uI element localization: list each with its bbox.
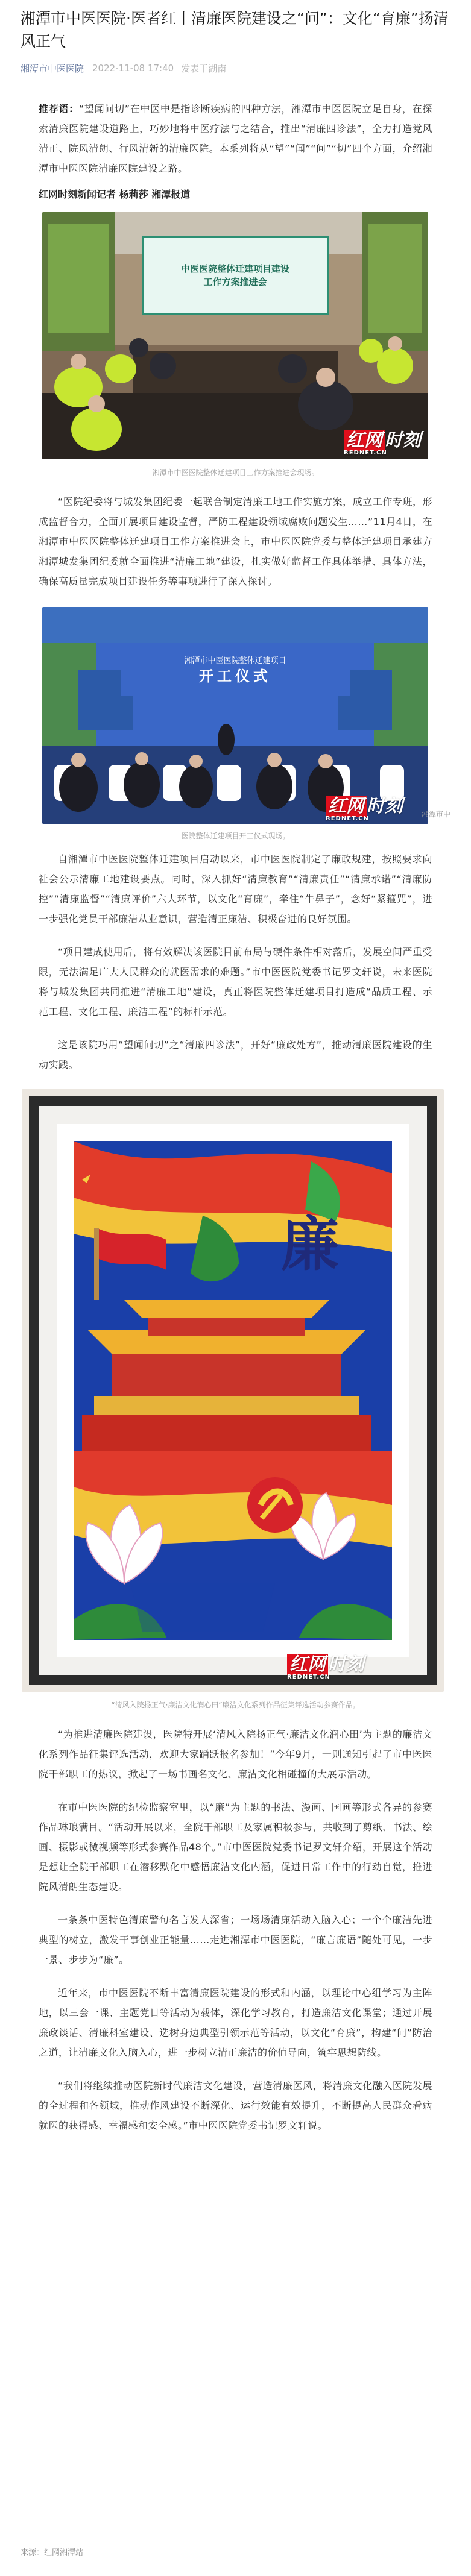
article-meta bbox=[21, 59, 450, 77]
meeting-backdrop-banner bbox=[142, 236, 329, 315]
watermark-site: REDNET.CN bbox=[326, 815, 369, 822]
publish-time: 2022-11-08 17:40 bbox=[92, 63, 174, 74]
watermark-brand-a: 红网 bbox=[326, 796, 367, 817]
watermark-site: REDNET.CN bbox=[344, 450, 387, 456]
paragraph-c3: 一条条中医特色清廉警句名言发人深省；一场场清廉活动入脑入心；一个个廉洁先进典型的树立，激发干事创业正能量……走进湘潭市中医医院，“廉言廉语”随处可见，一步一景、步步为“廉”。 bbox=[39, 1914, 432, 1965]
figure1-caption: 湘潭市中医医院整体迁建项目工作方案推进会现场。 bbox=[152, 468, 319, 477]
artwork-image bbox=[22, 1089, 444, 1692]
banner-line-2: 工作方案推进会 bbox=[203, 277, 267, 287]
publish-location: 发表于湖南 bbox=[181, 63, 227, 74]
artwork-photo[interactable] bbox=[22, 1089, 444, 1692]
paragraph-a1: “医院纪委将与城发集团纪委一起联合制定清廉工地工作实施方案，成立工作专班，形成监督合力，全面开展项目建设监督，严防工程建设领域腐败问题发生……”11月4日，在湘潭市中医医院整体迁建项目工作方案推进会上，市中医医院党委与整体迁建项目承建方湘潭城发集团纪委就全面推进“清廉工地”建设，扎实做好监督工作具体举措、具体方法，确保高质量完成项目建设任务等事项进行了深入探讨。 bbox=[39, 496, 432, 587]
figure2-caption: 医院整体迁建项目开工仪式现场。 bbox=[181, 832, 290, 840]
figure2-side-note: 湘潭市中 bbox=[421, 810, 450, 818]
rednet-watermark bbox=[287, 1656, 364, 1680]
paragraph-b1: 自湘潭市中医医院整体迁建项目启动以来，市中医医院制定了廉政规建，按照要求向社会公示清廉工地建设要点。同时，深入抓好“清廉教育”“清廉责任”“清廉承诺”“清廉防控”“清廉监督”“清廉评价”六大环节，以文化“育廉”，牵住“牛鼻子”，念好“紧箍咒”，进一步强化党员干部廉洁从业意识，营造清正廉洁、积极奋进的良好氛围。 bbox=[39, 853, 432, 925]
rednet-watermark bbox=[326, 797, 403, 822]
watermark-brand-b: 时刻 bbox=[385, 430, 421, 451]
paragraph-c5: “我们将继续推动医院新时代廉洁文化建设，营造清廉医风，将清廉文化融入医院发展的全过程和各领域，推动作风建设不断深化、运行效能有效提升，不断提高人民群众看病就医的获得感、幸福感和安全感。”市中医医院党委书记罗文轩说。 bbox=[39, 2080, 432, 2131]
watermark-site: REDNET.CN bbox=[287, 1674, 330, 1680]
stage-line-1: 湘潭市中医医院整体迁建项目 bbox=[184, 656, 286, 665]
banner-line-1: 中医医院整体迁建项目建设 bbox=[180, 263, 289, 274]
source-note: 来源：红网湘潭站 bbox=[21, 2548, 84, 2557]
lead-text: “望闻问切”在中医中是指诊断疾病的四种方法，湘潭市中医医院立足自身，在探索清廉医院建设道路上，巧妙地将中医疗法与之结合，推出“清廉四诊法”，全力打造党风清正、院风清朗、行风清新的清廉医院。本系列将从“望”“闻”“问”“切”四个方面，介绍湘潭市中医医院清廉医院建设之路。 bbox=[39, 103, 432, 174]
rednet-watermark bbox=[344, 432, 421, 456]
lead-paragraph bbox=[21, 99, 450, 178]
ceremony-photo[interactable] bbox=[42, 607, 428, 824]
paragraph-c4: 近年来，市中医医院不断丰富清廉医院建设的形式和内涵，以理论中心组学习为主阵地，以三会一课、主题党日等活动为载体，深化学习教育，打造廉洁文化课堂；通过开展廉政谈话、清廉科室建设、选树身边典型引领示范等活动，以文化“育廉”，构建“问”防治之道，让清廉文化入脑入心，进一步树立清正廉洁的价值导向，筑牢思想防线。 bbox=[39, 1987, 432, 2058]
watermark-brand-b: 时刻 bbox=[367, 796, 403, 817]
paragraph-b2: “项目建成使用后，将有效解决该医院目前布局与硬件条件相对落后，发展空间严重受限，无法满足广大人民群众的就医需求的难题。”市中医医院党委书记罗文轩说，未来医院将与城发集团共同推进“清廉工地”建设，真正将医院整体迁建项目打造成“品质工程、示范工程、文化工程、廉洁工程”的标杆示范。 bbox=[39, 946, 432, 1017]
paragraph-b3: 这是该院巧用“望闻问切”之“清廉四诊法”，开好“廉政处方”，推动清廉医院建设的生动实践。 bbox=[39, 1039, 432, 1070]
paragraph-c2: 在市中医医院的纪检监察室里，以“廉”为主题的书法、漫画、国画等形式各异的参赛作品琳琅满目。“活动开展以来，全院干部职工及家属积极参与，共收到了剪纸、书法、绘画、摄影或微视频等形式参赛作品48个。”市中医医院党委书记罗文轩介绍，开展这个活动是想让全院干部职工在潜移默化中感悟廉洁文化内涵，促进日常工作中的行动自觉，推进院风清朗生态建设。 bbox=[39, 1802, 432, 1893]
byline: 红网时刻新闻记者 杨莉莎 湘潭报道 bbox=[39, 189, 191, 200]
meeting-photo[interactable] bbox=[42, 212, 428, 459]
account-name-link[interactable]: 湘潭市中医医院 bbox=[21, 63, 84, 74]
paragraph-c1: “为推进清廉医院建设，医院特开展‘清风入院扬正气·廉洁文化润心田’为主题的廉洁文化系列作品征集评选活动，欢迎大家踊跃报名参加！”今年9月，一则通知引起了市中医医院干部职工的热议，掀起了一场书画名文化、廉洁文化相碰撞的大展示活动。 bbox=[39, 1729, 432, 1780]
watermark-brand-a: 红网 bbox=[287, 1654, 328, 1675]
ceremony-scene-image bbox=[42, 607, 428, 824]
ceremony-stage-banner bbox=[121, 649, 350, 696]
stage-line-2: 开工仪式 bbox=[199, 668, 271, 685]
watermark-brand-a: 红网 bbox=[344, 430, 385, 451]
lead-prefix: 推荐语： bbox=[39, 103, 79, 115]
figure3-caption: “清风入院扬正气·廉洁文化润心田”廉洁文化系列作品征集评选活动参赛作品。 bbox=[111, 1701, 360, 1709]
artwork-calligraphy-glyph: 廉 bbox=[281, 1210, 339, 1278]
article-title: 湘潭市中医医院·医者红丨清廉医院建设之“问”：文化“育廉”扬清风正气 bbox=[21, 10, 449, 50]
watermark-brand-b: 时刻 bbox=[328, 1654, 364, 1675]
